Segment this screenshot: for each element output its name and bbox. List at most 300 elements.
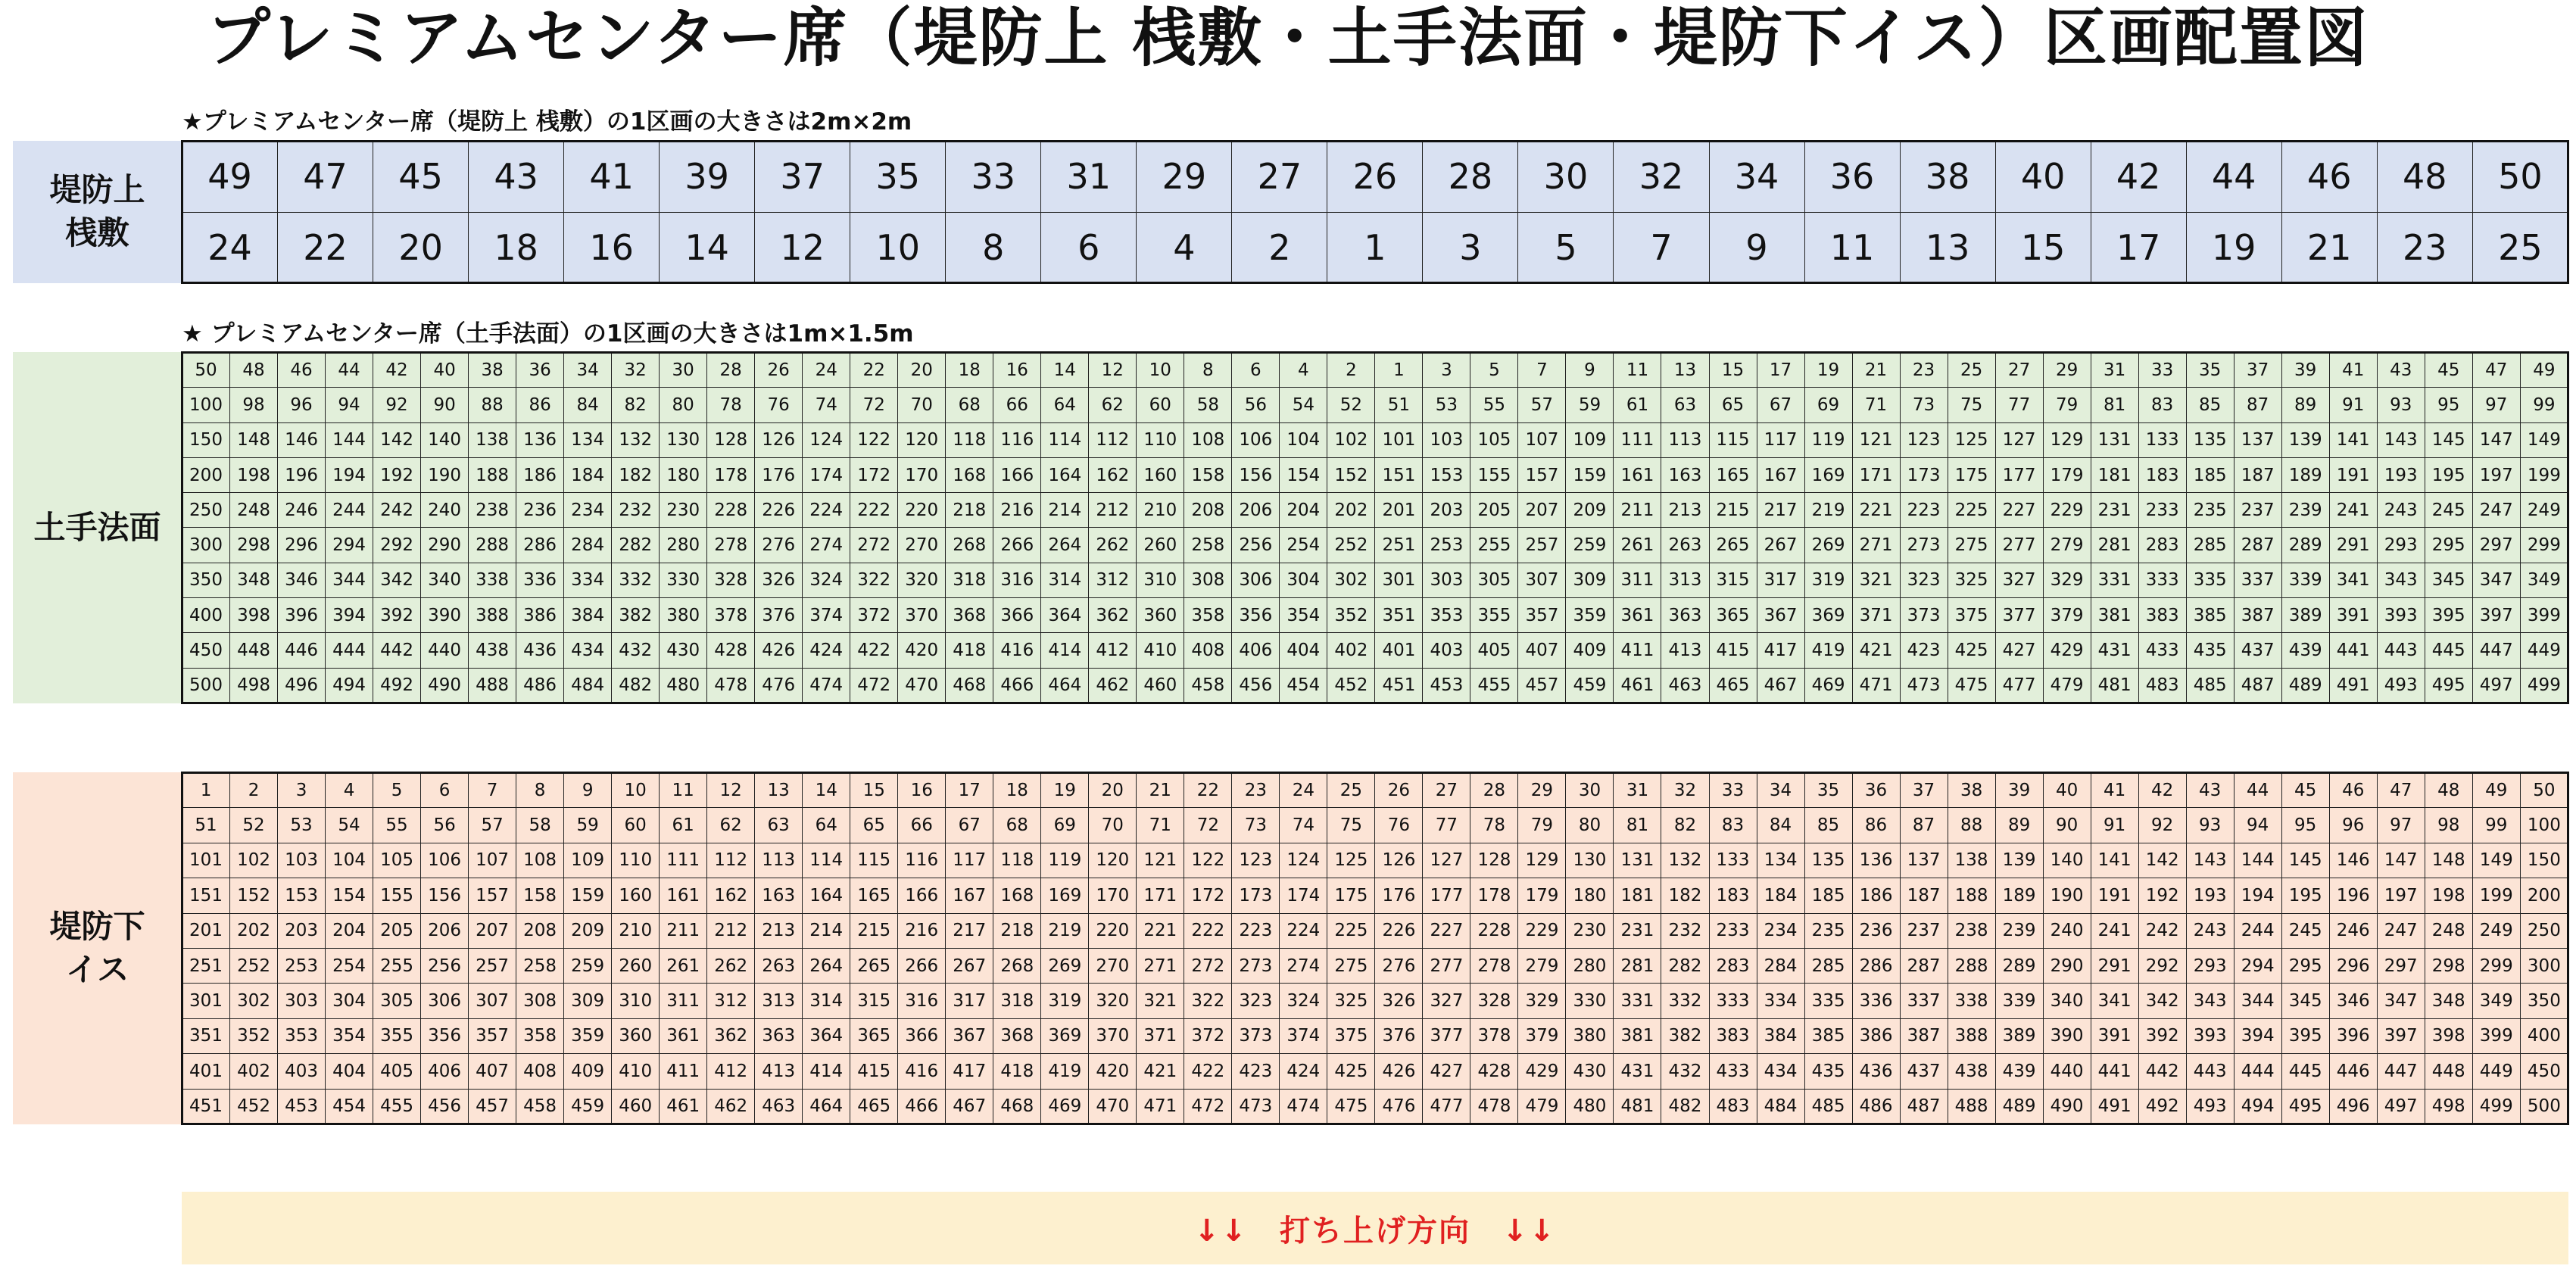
dote-seat-cell: 150 bbox=[182, 422, 230, 457]
tei-seat-cell: 245 bbox=[2281, 913, 2329, 948]
sajiki-seat-cell: 19 bbox=[2186, 212, 2281, 283]
tei-seat-cell: 425 bbox=[1327, 1054, 1375, 1089]
tei-seat-cell: 89 bbox=[1995, 808, 2043, 843]
tei-seat-cell: 473 bbox=[1232, 1089, 1280, 1124]
tei-seat-cell: 100 bbox=[2520, 808, 2568, 843]
tei-seat-cell: 337 bbox=[1900, 984, 1948, 1018]
sajiki-seat-cell: 3 bbox=[1423, 212, 1518, 283]
dote-seat-cell: 16 bbox=[993, 353, 1041, 388]
dote-seat-cell: 383 bbox=[2138, 598, 2186, 633]
tei-seat-cell: 269 bbox=[1041, 948, 1089, 983]
dote-seat-cell: 244 bbox=[326, 493, 373, 528]
tei-seat-cell: 223 bbox=[1232, 913, 1280, 948]
dote-seat-cell: 389 bbox=[2281, 598, 2329, 633]
tei-seat-cell: 68 bbox=[993, 808, 1041, 843]
tei-seat-cell: 239 bbox=[1995, 913, 2043, 948]
tei-seat-cell: 1 bbox=[182, 773, 230, 808]
tei-seat-cell: 232 bbox=[1661, 913, 1709, 948]
tei-seat-cell: 171 bbox=[1137, 878, 1184, 913]
dote-seat-cell: 311 bbox=[1614, 563, 1661, 597]
dote-seat-cell: 73 bbox=[1900, 388, 1948, 422]
dote-seat-cell: 286 bbox=[516, 528, 564, 563]
tei-seat-cell: 347 bbox=[2377, 984, 2425, 1018]
dote-seat-cell: 184 bbox=[564, 457, 612, 492]
tei-seat-cell: 283 bbox=[1709, 948, 1757, 983]
tei-seat-cell: 50 bbox=[2520, 773, 2568, 808]
tei-seat-cell: 420 bbox=[1089, 1054, 1137, 1089]
tei-seat-cell: 344 bbox=[2234, 984, 2281, 1018]
tei-seat-cell: 33 bbox=[1709, 773, 1757, 808]
tei-seat-cell: 296 bbox=[2329, 948, 2377, 983]
tei-seat-cell: 299 bbox=[2472, 948, 2520, 983]
tei-seat-cell: 276 bbox=[1375, 948, 1423, 983]
dote-seat-cell: 377 bbox=[1995, 598, 2043, 633]
dote-seat-cell: 135 bbox=[2186, 422, 2234, 457]
dote-seat-cell: 341 bbox=[2329, 563, 2377, 597]
dote-row bbox=[182, 388, 2568, 422]
tei-seat-cell: 93 bbox=[2186, 808, 2234, 843]
dote-row bbox=[182, 563, 2568, 597]
dote-seat-cell: 116 bbox=[993, 422, 1041, 457]
tei-seat-cell: 61 bbox=[660, 808, 707, 843]
dote-seat-cell: 329 bbox=[2043, 563, 2091, 597]
tei-seat-cell: 314 bbox=[803, 984, 850, 1018]
tei-seat-cell: 498 bbox=[2425, 1089, 2472, 1124]
dote-seat-cell: 339 bbox=[2281, 563, 2329, 597]
tei-seat-cell: 499 bbox=[2472, 1089, 2520, 1124]
tei-seat-cell: 35 bbox=[1804, 773, 1852, 808]
tei-seat-cell: 492 bbox=[2138, 1089, 2186, 1124]
tei-seat-cell: 58 bbox=[516, 808, 564, 843]
tei-seat-cell: 468 bbox=[993, 1089, 1041, 1124]
tei-seat-cell: 354 bbox=[326, 1018, 373, 1053]
tei-seat-cell: 198 bbox=[2425, 878, 2472, 913]
tei-seat-cell: 275 bbox=[1327, 948, 1375, 983]
tei-seat-cell: 179 bbox=[1518, 878, 1566, 913]
dote-seat-cell: 206 bbox=[1232, 493, 1280, 528]
tei-seat-cell: 335 bbox=[1804, 984, 1852, 1018]
dote-seat-cell: 172 bbox=[850, 457, 898, 492]
tei-seat-cell: 159 bbox=[564, 878, 612, 913]
tei-seat-cell: 453 bbox=[278, 1089, 326, 1124]
dote-seat-cell: 435 bbox=[2186, 633, 2234, 668]
tei-seat-cell: 44 bbox=[2234, 773, 2281, 808]
tei-seat-cell: 375 bbox=[1327, 1018, 1375, 1053]
tei-seat-cell: 135 bbox=[1804, 843, 1852, 878]
tei-seat-cell: 133 bbox=[1709, 843, 1757, 878]
tei-seat-cell: 220 bbox=[1089, 913, 1137, 948]
tei-seat-cell: 274 bbox=[1280, 948, 1327, 983]
tei-seat-cell: 122 bbox=[1184, 843, 1232, 878]
tei-seat-cell: 121 bbox=[1137, 843, 1184, 878]
tei-seat-cell: 182 bbox=[1661, 878, 1709, 913]
tei-seat-cell: 166 bbox=[898, 878, 946, 913]
tei-seat-cell: 271 bbox=[1137, 948, 1184, 983]
dote-seat-cell: 42 bbox=[373, 353, 421, 388]
tei-seat-cell: 28 bbox=[1470, 773, 1518, 808]
dote-seat-cell: 129 bbox=[2043, 422, 2091, 457]
tei-seat-cell: 218 bbox=[993, 913, 1041, 948]
tei-seat-cell: 477 bbox=[1423, 1089, 1470, 1124]
dote-seat-cell: 188 bbox=[469, 457, 516, 492]
tei-seat-cell: 195 bbox=[2281, 878, 2329, 913]
tei-seat-cell: 402 bbox=[230, 1054, 278, 1089]
dote-seat-cell: 431 bbox=[2091, 633, 2138, 668]
dote-seat-cell: 361 bbox=[1614, 598, 1661, 633]
tei-seat-cell: 432 bbox=[1661, 1054, 1709, 1089]
dote-seat-cell: 28 bbox=[707, 353, 755, 388]
sajiki-seat-cell: 8 bbox=[946, 212, 1041, 283]
tei-seat-cell: 132 bbox=[1661, 843, 1709, 878]
dote-seat-cell: 148 bbox=[230, 422, 278, 457]
dote-seat-cell: 83 bbox=[2138, 388, 2186, 422]
tei-seat-cell: 253 bbox=[278, 948, 326, 983]
tei-seat-cell: 373 bbox=[1232, 1018, 1280, 1053]
tei-seat-cell: 174 bbox=[1280, 878, 1327, 913]
tei-seat-cell: 204 bbox=[326, 913, 373, 948]
tei-seat-cell: 255 bbox=[373, 948, 421, 983]
tei-seat-cell: 92 bbox=[2138, 808, 2186, 843]
dote-seat-cell: 247 bbox=[2472, 493, 2520, 528]
dote-seat-cell: 494 bbox=[326, 668, 373, 703]
dote-seat-cell: 291 bbox=[2329, 528, 2377, 563]
dote-seat-cell: 31 bbox=[2091, 353, 2138, 388]
sajiki-seat-cell: 35 bbox=[850, 142, 946, 213]
tei-seat-cell: 117 bbox=[946, 843, 993, 878]
tei-seat-cell: 393 bbox=[2186, 1018, 2234, 1053]
tei-seat-cell: 185 bbox=[1804, 878, 1852, 913]
tei-seat-cell: 143 bbox=[2186, 843, 2234, 878]
dote-seat-cell: 37 bbox=[2234, 353, 2281, 388]
dote-seat-cell: 213 bbox=[1661, 493, 1709, 528]
tei-seat-cell: 11 bbox=[660, 773, 707, 808]
tei-seat-cell: 490 bbox=[2043, 1089, 2091, 1124]
dote-seat-cell: 25 bbox=[1948, 353, 1995, 388]
dote-seat-cell: 29 bbox=[2043, 353, 2091, 388]
dote-seat-cell: 27 bbox=[1995, 353, 2043, 388]
dote-seat-cell: 255 bbox=[1470, 528, 1518, 563]
tei-seat-cell: 446 bbox=[2329, 1054, 2377, 1089]
dote-seat-cell: 151 bbox=[1375, 457, 1423, 492]
dote-seat-cell: 215 bbox=[1709, 493, 1757, 528]
dote-seat-cell: 71 bbox=[1852, 388, 1900, 422]
tei-seat-cell: 213 bbox=[755, 913, 803, 948]
dote-seat-cell: 406 bbox=[1232, 633, 1280, 668]
dote-seat-cell: 416 bbox=[993, 633, 1041, 668]
tei-seat-cell: 114 bbox=[803, 843, 850, 878]
dote-seat-cell: 463 bbox=[1661, 668, 1709, 703]
dote-seat-cell: 108 bbox=[1184, 422, 1232, 457]
dote-seat-cell: 154 bbox=[1280, 457, 1327, 492]
dote-seat-cell: 182 bbox=[612, 457, 660, 492]
tei-seat-cell: 67 bbox=[946, 808, 993, 843]
tei-seat-cell: 15 bbox=[850, 773, 898, 808]
dote-seat-cell: 297 bbox=[2472, 528, 2520, 563]
tei-seat-cell: 427 bbox=[1423, 1054, 1470, 1089]
dote-seat-cell: 323 bbox=[1900, 563, 1948, 597]
dote-seat-cell: 109 bbox=[1566, 422, 1614, 457]
dote-seat-cell: 3 bbox=[1423, 353, 1470, 388]
tei-seat-cell: 440 bbox=[2043, 1054, 2091, 1089]
dote-seat-cell: 33 bbox=[2138, 353, 2186, 388]
tei-seat-cell: 248 bbox=[2425, 913, 2472, 948]
dote-seat-cell: 490 bbox=[421, 668, 469, 703]
dote-seat-cell: 312 bbox=[1089, 563, 1137, 597]
tei-seat-cell: 75 bbox=[1327, 808, 1375, 843]
dote-seat-cell: 218 bbox=[946, 493, 993, 528]
dote-seat-cell: 306 bbox=[1232, 563, 1280, 597]
dote-seat-cell: 261 bbox=[1614, 528, 1661, 563]
dote-seat-cell: 126 bbox=[755, 422, 803, 457]
tei-seat-cell: 287 bbox=[1900, 948, 1948, 983]
dote-seat-cell: 159 bbox=[1566, 457, 1614, 492]
tei-seat-cell: 396 bbox=[2329, 1018, 2377, 1053]
dote-seat-cell: 240 bbox=[421, 493, 469, 528]
tei-seat-cell: 444 bbox=[2234, 1054, 2281, 1089]
dote-seat-cell: 95 bbox=[2425, 388, 2472, 422]
dote-seat-cell: 133 bbox=[2138, 422, 2186, 457]
dote-seat-cell: 412 bbox=[1089, 633, 1137, 668]
tei-seat-cell: 71 bbox=[1137, 808, 1184, 843]
tei-seat-cell: 165 bbox=[850, 878, 898, 913]
tei-seat-cell: 88 bbox=[1948, 808, 1995, 843]
dote-seat-cell: 348 bbox=[230, 563, 278, 597]
dote-seat-cell: 130 bbox=[660, 422, 707, 457]
dote-seat-cell: 420 bbox=[898, 633, 946, 668]
tei-seat-cell: 247 bbox=[2377, 913, 2425, 948]
dote-seat-cell: 401 bbox=[1375, 633, 1423, 668]
tei-seat-cell: 49 bbox=[2472, 773, 2520, 808]
tei-seat-cell: 500 bbox=[2520, 1089, 2568, 1124]
tei-seat-cell: 365 bbox=[850, 1018, 898, 1053]
dote-seat-cell: 117 bbox=[1757, 422, 1804, 457]
tei-seat-cell: 83 bbox=[1709, 808, 1757, 843]
tei-seat-cell: 48 bbox=[2425, 773, 2472, 808]
tei-seat-cell: 46 bbox=[2329, 773, 2377, 808]
tei-seat-cell: 229 bbox=[1518, 913, 1566, 948]
tei-seat-cell: 368 bbox=[993, 1018, 1041, 1053]
dote-seat-cell: 307 bbox=[1518, 563, 1566, 597]
tei-seat-cell: 410 bbox=[612, 1054, 660, 1089]
tei-seat-cell: 106 bbox=[421, 843, 469, 878]
tei-seat-cell: 8 bbox=[516, 773, 564, 808]
dote-seat-cell: 228 bbox=[707, 493, 755, 528]
dote-seat-cell: 41 bbox=[2329, 353, 2377, 388]
tei-seat-cell: 27 bbox=[1423, 773, 1470, 808]
tei-seat-cell: 387 bbox=[1900, 1018, 1948, 1053]
tei-seat-cell: 60 bbox=[612, 808, 660, 843]
tei-seat-cell: 357 bbox=[469, 1018, 516, 1053]
tei-seat-cell: 419 bbox=[1041, 1054, 1089, 1089]
tei-seat-cell: 458 bbox=[516, 1089, 564, 1124]
tei-seat-cell: 258 bbox=[516, 948, 564, 983]
dote-seat-cell: 269 bbox=[1804, 528, 1852, 563]
tei-seat-cell: 53 bbox=[278, 808, 326, 843]
dote-seat-cell: 91 bbox=[2329, 388, 2377, 422]
tei-seat-cell: 16 bbox=[898, 773, 946, 808]
tei-seat-cell: 388 bbox=[1948, 1018, 1995, 1053]
dote-seat-cell: 292 bbox=[373, 528, 421, 563]
dote-seat-cell: 36 bbox=[516, 353, 564, 388]
tei-seat-cell: 383 bbox=[1709, 1018, 1757, 1053]
dote-seat-cell: 443 bbox=[2377, 633, 2425, 668]
dote-seat-cell: 221 bbox=[1852, 493, 1900, 528]
dote-seat-cell: 469 bbox=[1804, 668, 1852, 703]
dote-seat-cell: 256 bbox=[1232, 528, 1280, 563]
tei-seat-cell: 221 bbox=[1137, 913, 1184, 948]
tei-seat-cell: 167 bbox=[946, 878, 993, 913]
tei-seat-cell: 118 bbox=[993, 843, 1041, 878]
dote-seat-cell: 152 bbox=[1327, 457, 1375, 492]
tei-seat-cell: 51 bbox=[182, 808, 230, 843]
tei-seat-cell: 304 bbox=[326, 984, 373, 1018]
dote-seat-cell: 396 bbox=[278, 598, 326, 633]
tei-seat-cell: 278 bbox=[1470, 948, 1518, 983]
dote-seat-cell: 322 bbox=[850, 563, 898, 597]
sajiki-seat-cell: 11 bbox=[1804, 212, 1900, 283]
tei-seat-cell: 451 bbox=[182, 1089, 230, 1124]
dote-seat-cell: 74 bbox=[803, 388, 850, 422]
sajiki-seat-cell: 50 bbox=[2472, 142, 2568, 213]
tei-seat-cell: 412 bbox=[707, 1054, 755, 1089]
dote-seat-cell: 352 bbox=[1327, 598, 1375, 633]
tei-seat-cell: 97 bbox=[2377, 808, 2425, 843]
dote-seat-cell: 253 bbox=[1423, 528, 1470, 563]
dote-seat-cell: 290 bbox=[421, 528, 469, 563]
dote-seat-cell: 169 bbox=[1804, 457, 1852, 492]
tei-row bbox=[182, 1089, 2568, 1124]
dote-seat-cell: 473 bbox=[1900, 668, 1948, 703]
tei-seat-cell: 486 bbox=[1852, 1089, 1900, 1124]
tei-seat-cell: 457 bbox=[469, 1089, 516, 1124]
dote-seat-cell: 480 bbox=[660, 668, 707, 703]
sajiki-seat-cell: 22 bbox=[278, 212, 373, 283]
tei-seat-cell: 194 bbox=[2234, 878, 2281, 913]
dote-seat-cell: 351 bbox=[1375, 598, 1423, 633]
dote-seat-cell: 303 bbox=[1423, 563, 1470, 597]
dote-seat-cell: 145 bbox=[2425, 422, 2472, 457]
tei-seat-cell: 303 bbox=[278, 984, 326, 1018]
tei-seat-cell: 252 bbox=[230, 948, 278, 983]
tei-seat-cell: 482 bbox=[1661, 1089, 1709, 1124]
tei-seat-cell: 371 bbox=[1137, 1018, 1184, 1053]
dote-seat-cell: 350 bbox=[182, 563, 230, 597]
dote-seat-cell: 475 bbox=[1948, 668, 1995, 703]
dote-seat-cell: 66 bbox=[993, 388, 1041, 422]
tei-seat-cell: 80 bbox=[1566, 808, 1614, 843]
tei-seat-cell: 280 bbox=[1566, 948, 1614, 983]
tei-seat-cell: 395 bbox=[2281, 1018, 2329, 1053]
dote-seat-cell: 7 bbox=[1518, 353, 1566, 388]
tei-seat-cell: 400 bbox=[2520, 1018, 2568, 1053]
tei-seat-cell: 65 bbox=[850, 808, 898, 843]
dote-seat-cell: 142 bbox=[373, 422, 421, 457]
tei-seat-cell: 309 bbox=[564, 984, 612, 1018]
tei-seat-cell: 130 bbox=[1566, 843, 1614, 878]
dote-seat-cell: 232 bbox=[612, 493, 660, 528]
dote-seat-cell: 456 bbox=[1232, 668, 1280, 703]
dote-seat-cell: 451 bbox=[1375, 668, 1423, 703]
tei-seat-cell: 199 bbox=[2472, 878, 2520, 913]
dote-seat-cell: 461 bbox=[1614, 668, 1661, 703]
dote-seat-cell: 165 bbox=[1709, 457, 1757, 492]
dote-seat-cell: 375 bbox=[1948, 598, 1995, 633]
dote-seat-cell: 121 bbox=[1852, 422, 1900, 457]
dote-seat-cell: 132 bbox=[612, 422, 660, 457]
tei-seat-cell: 77 bbox=[1423, 808, 1470, 843]
tei-seat-cell: 227 bbox=[1423, 913, 1470, 948]
tei-seat-cell: 323 bbox=[1232, 984, 1280, 1018]
tei-seat-cell: 397 bbox=[2377, 1018, 2425, 1053]
tei-seat-cell: 95 bbox=[2281, 808, 2329, 843]
sajiki-seat-cell: 17 bbox=[2091, 212, 2186, 283]
dote-seat-cell: 158 bbox=[1184, 457, 1232, 492]
tei-seat-cell: 316 bbox=[898, 984, 946, 1018]
sajiki-seat-cell: 24 bbox=[182, 212, 278, 283]
dote-seat-cell: 278 bbox=[707, 528, 755, 563]
dote-seat-cell: 395 bbox=[2425, 598, 2472, 633]
dote-seat-cell: 17 bbox=[1757, 353, 1804, 388]
tei-seat-cell: 30 bbox=[1566, 773, 1614, 808]
dote-seat-cell: 96 bbox=[278, 388, 326, 422]
dote-seat-cell: 224 bbox=[803, 493, 850, 528]
dote-seat-cell: 421 bbox=[1852, 633, 1900, 668]
dote-seat-cell: 234 bbox=[564, 493, 612, 528]
dote-seat-cell: 491 bbox=[2329, 668, 2377, 703]
sajiki-seat-cell: 31 bbox=[1041, 142, 1137, 213]
dote-seat-cell: 481 bbox=[2091, 668, 2138, 703]
tei-seat-cell: 207 bbox=[469, 913, 516, 948]
tei-row bbox=[182, 984, 2568, 1018]
dote-seat-cell: 103 bbox=[1423, 422, 1470, 457]
dote-seat-cell: 77 bbox=[1995, 388, 2043, 422]
dote-seat-cell: 120 bbox=[898, 422, 946, 457]
dote-seat-cell: 197 bbox=[2472, 457, 2520, 492]
tei-seat-cell: 377 bbox=[1423, 1018, 1470, 1053]
tei-seat-cell: 216 bbox=[898, 913, 946, 948]
tei-seat-cell: 384 bbox=[1757, 1018, 1804, 1053]
tei-seat-cell: 22 bbox=[1184, 773, 1232, 808]
tei-seat-cell: 206 bbox=[421, 913, 469, 948]
dote-seat-cell: 52 bbox=[1327, 388, 1375, 422]
dote-seat-cell: 276 bbox=[755, 528, 803, 563]
dote-seat-cell: 111 bbox=[1614, 422, 1661, 457]
dote-seat-cell: 328 bbox=[707, 563, 755, 597]
dote-seat-cell: 472 bbox=[850, 668, 898, 703]
dote-seat-cell: 88 bbox=[469, 388, 516, 422]
dote-seat-cell: 251 bbox=[1375, 528, 1423, 563]
tei-seat-cell: 203 bbox=[278, 913, 326, 948]
tei-seat-cell: 81 bbox=[1614, 808, 1661, 843]
tei-seat-cell: 378 bbox=[1470, 1018, 1518, 1053]
dote-seat-cell: 87 bbox=[2234, 388, 2281, 422]
dote-seat-cell: 63 bbox=[1661, 388, 1709, 422]
dote-seat-cell: 38 bbox=[469, 353, 516, 388]
dote-seat-cell: 419 bbox=[1804, 633, 1852, 668]
dote-seat-cell: 110 bbox=[1137, 422, 1184, 457]
tei-seat-cell: 76 bbox=[1375, 808, 1423, 843]
dote-seat-cell: 272 bbox=[850, 528, 898, 563]
tei-seat-cell: 307 bbox=[469, 984, 516, 1018]
tei-seat-cell: 349 bbox=[2472, 984, 2520, 1018]
dote-seat-cell: 333 bbox=[2138, 563, 2186, 597]
dote-seat-cell: 102 bbox=[1327, 422, 1375, 457]
tei-seat-cell: 72 bbox=[1184, 808, 1232, 843]
tei-seat-cell: 350 bbox=[2520, 984, 2568, 1018]
dote-seat-cell: 374 bbox=[803, 598, 850, 633]
dote-seat-cell: 39 bbox=[2281, 353, 2329, 388]
tei-seat-cell: 273 bbox=[1232, 948, 1280, 983]
